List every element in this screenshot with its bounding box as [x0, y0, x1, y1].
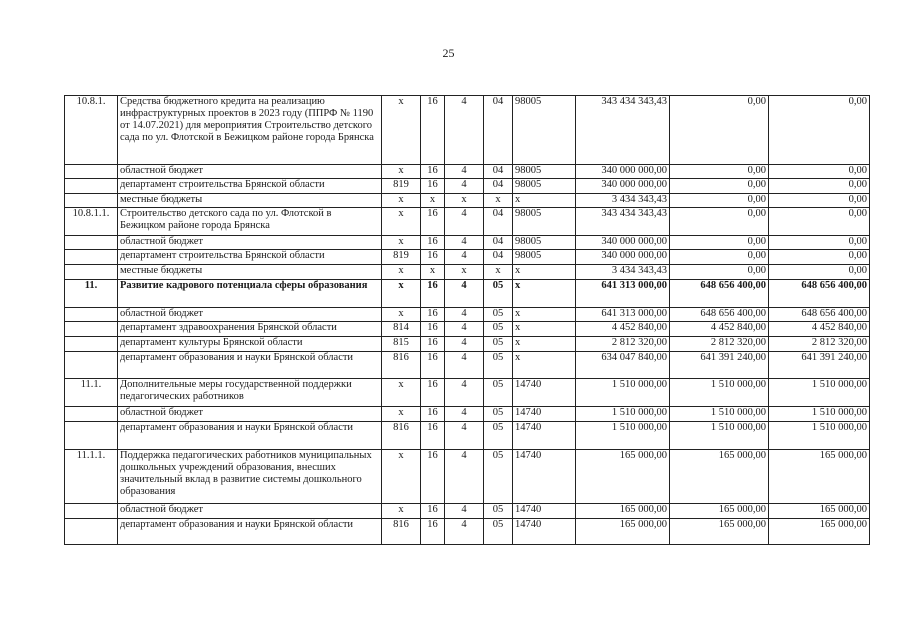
code-direction: 98005 — [513, 96, 576, 165]
amount-year-2: 4 452 840,00 — [670, 322, 769, 337]
code-program: 16 — [421, 322, 445, 337]
row-number — [65, 337, 118, 352]
table-row — [65, 322, 870, 337]
code-type: 4 — [445, 179, 484, 194]
code-admin: 816 — [382, 422, 421, 450]
code-program: 16 — [421, 450, 445, 504]
amount-year-1: 165 000,00 — [576, 519, 670, 545]
amount-year-2: 165 000,00 — [670, 504, 769, 519]
code-program: 16 — [421, 179, 445, 194]
table-row — [65, 194, 870, 208]
row-number: 11.1.1. — [65, 450, 118, 504]
code-type: 4 — [445, 96, 484, 165]
row-name: Дополнительные меры государственной поддержки педагогических работников — [118, 379, 382, 407]
row-name: областной бюджет — [118, 407, 382, 422]
amount-year-2: 648 656 400,00 — [670, 280, 769, 308]
code-direction: x — [513, 194, 576, 208]
code-direction: x — [513, 308, 576, 322]
amount-year-2: 648 656 400,00 — [670, 308, 769, 322]
code-direction: 14740 — [513, 450, 576, 504]
row-name: Поддержка педагогических работников муниципальных дошкольных учреждений образования, внесших значительный вклад в развитие системы дошкольного образования — [118, 450, 382, 504]
amount-year-3: 0,00 — [769, 96, 870, 165]
code-type: x — [445, 194, 484, 208]
code-direction: x — [513, 352, 576, 379]
row-name: департамент образования и науки Брянской области — [118, 352, 382, 379]
code-admin: 814 — [382, 322, 421, 337]
amount-year-2: 0,00 — [670, 236, 769, 250]
code-admin: x — [382, 265, 421, 280]
code-program: x — [421, 194, 445, 208]
table-row — [65, 450, 870, 504]
row-number — [65, 352, 118, 379]
row-number — [65, 322, 118, 337]
row-number: 10.8.1.1. — [65, 208, 118, 236]
code-type: 4 — [445, 422, 484, 450]
table-row — [65, 407, 870, 422]
page-number: 25 — [442, 46, 455, 60]
code-admin: 819 — [382, 179, 421, 194]
code-direction: x — [513, 322, 576, 337]
code-type: 4 — [445, 504, 484, 519]
row-number — [65, 422, 118, 450]
code-subprogram: 04 — [484, 250, 513, 265]
row-name: Средства бюджетного кредита на реализацию инфраструктурных проектов в 2023 году (ППРФ № 1190 от 14.07.2021) для мероприятия Строительство детского сада по ул. Флотской в Бежицком районе города Брянска — [118, 96, 382, 165]
code-subprogram: 05 — [484, 504, 513, 519]
amount-year-1: 340 000 000,00 — [576, 165, 670, 179]
code-direction: x — [513, 280, 576, 308]
amount-year-3: 648 656 400,00 — [769, 280, 870, 308]
code-direction: 98005 — [513, 179, 576, 194]
code-program: 16 — [421, 379, 445, 407]
table-row — [65, 96, 870, 165]
row-name: областной бюджет — [118, 165, 382, 179]
code-admin: 819 — [382, 250, 421, 265]
code-subprogram: 05 — [484, 519, 513, 545]
code-subprogram: x — [484, 194, 513, 208]
amount-year-1: 3 434 343,43 — [576, 194, 670, 208]
code-admin: 815 — [382, 337, 421, 352]
amount-year-3: 4 452 840,00 — [769, 322, 870, 337]
row-name: областной бюджет — [118, 504, 382, 519]
row-name: департамент образования и науки Брянской области — [118, 519, 382, 545]
amount-year-2: 1 510 000,00 — [670, 379, 769, 407]
code-admin: x — [382, 236, 421, 250]
code-direction: 98005 — [513, 250, 576, 265]
table-row — [65, 265, 870, 280]
amount-year-1: 641 313 000,00 — [576, 280, 670, 308]
amount-year-2: 0,00 — [670, 250, 769, 265]
amount-year-1: 2 812 320,00 — [576, 337, 670, 352]
code-admin: x — [382, 280, 421, 308]
table-row — [65, 337, 870, 352]
amount-year-1: 165 000,00 — [576, 504, 670, 519]
amount-year-1: 340 000 000,00 — [576, 250, 670, 265]
row-name: местные бюджеты — [118, 265, 382, 280]
table-row — [65, 165, 870, 179]
row-number — [65, 519, 118, 545]
amount-year-3: 1 510 000,00 — [769, 379, 870, 407]
code-program: 16 — [421, 165, 445, 179]
code-direction: x — [513, 265, 576, 280]
row-number — [65, 265, 118, 280]
amount-year-1: 1 510 000,00 — [576, 379, 670, 407]
code-program: 16 — [421, 280, 445, 308]
code-program: 16 — [421, 308, 445, 322]
row-number — [65, 179, 118, 194]
code-direction: 14740 — [513, 504, 576, 519]
amount-year-1: 340 000 000,00 — [576, 179, 670, 194]
row-name: областной бюджет — [118, 308, 382, 322]
code-program: 16 — [421, 96, 445, 165]
row-name: местные бюджеты — [118, 194, 382, 208]
code-program: 16 — [421, 337, 445, 352]
amount-year-3: 0,00 — [769, 165, 870, 179]
amount-year-1: 641 313 000,00 — [576, 308, 670, 322]
row-name: департамент строительства Брянской области — [118, 250, 382, 265]
amount-year-1: 340 000 000,00 — [576, 236, 670, 250]
code-admin: x — [382, 379, 421, 407]
amount-year-3: 0,00 — [769, 179, 870, 194]
code-type: 4 — [445, 379, 484, 407]
amount-year-3: 0,00 — [769, 265, 870, 280]
code-subprogram: 05 — [484, 407, 513, 422]
code-direction: 98005 — [513, 165, 576, 179]
code-admin: x — [382, 504, 421, 519]
amount-year-1: 1 510 000,00 — [576, 407, 670, 422]
row-name: департамент строительства Брянской области — [118, 179, 382, 194]
row-number — [65, 504, 118, 519]
code-subprogram: 04 — [484, 165, 513, 179]
budget-table — [64, 95, 870, 545]
row-number — [65, 308, 118, 322]
table-row — [65, 179, 870, 194]
amount-year-3: 1 510 000,00 — [769, 422, 870, 450]
row-name: областной бюджет — [118, 236, 382, 250]
amount-year-1: 165 000,00 — [576, 450, 670, 504]
row-name: Строительство детского сада по ул. Флотской в Бежицком районе города Брянска — [118, 208, 382, 236]
code-direction: 14740 — [513, 407, 576, 422]
amount-year-1: 1 510 000,00 — [576, 422, 670, 450]
code-type: 4 — [445, 407, 484, 422]
code-admin: x — [382, 194, 421, 208]
amount-year-2: 2 812 320,00 — [670, 337, 769, 352]
amount-year-3: 1 510 000,00 — [769, 407, 870, 422]
code-subprogram: 05 — [484, 280, 513, 308]
code-subprogram: 04 — [484, 208, 513, 236]
table-row — [65, 379, 870, 407]
code-direction: 98005 — [513, 208, 576, 236]
row-number: 10.8.1. — [65, 96, 118, 165]
amount-year-3: 165 000,00 — [769, 504, 870, 519]
amount-year-2: 0,00 — [670, 208, 769, 236]
amount-year-2: 165 000,00 — [670, 450, 769, 504]
code-admin: 816 — [382, 519, 421, 545]
table-row — [65, 208, 870, 236]
code-direction: 14740 — [513, 519, 576, 545]
code-program: 16 — [421, 504, 445, 519]
code-type: 4 — [445, 337, 484, 352]
code-type: 4 — [445, 250, 484, 265]
code-admin: x — [382, 208, 421, 236]
row-name: Развитие кадрового потенциала сферы образования — [118, 280, 382, 308]
row-name: департамент культуры Брянской области — [118, 337, 382, 352]
code-program: 16 — [421, 407, 445, 422]
amount-year-3: 0,00 — [769, 236, 870, 250]
table-row — [65, 236, 870, 250]
amount-year-2: 0,00 — [670, 265, 769, 280]
code-admin: x — [382, 450, 421, 504]
code-type: 4 — [445, 352, 484, 379]
code-type: 4 — [445, 322, 484, 337]
code-direction: 98005 — [513, 236, 576, 250]
code-type: 4 — [445, 236, 484, 250]
code-subprogram: 05 — [484, 352, 513, 379]
code-program: 16 — [421, 519, 445, 545]
code-type: 4 — [445, 308, 484, 322]
code-direction: 14740 — [513, 422, 576, 450]
code-type: 4 — [445, 519, 484, 545]
code-subprogram: 05 — [484, 422, 513, 450]
amount-year-3: 165 000,00 — [769, 519, 870, 545]
code-type: 4 — [445, 208, 484, 236]
code-direction: 14740 — [513, 379, 576, 407]
code-program: 16 — [421, 250, 445, 265]
code-program: x — [421, 265, 445, 280]
row-number — [65, 194, 118, 208]
code-subprogram: 05 — [484, 450, 513, 504]
amount-year-2: 1 510 000,00 — [670, 407, 769, 422]
code-program: 16 — [421, 352, 445, 379]
table-row — [65, 250, 870, 265]
amount-year-2: 0,00 — [670, 179, 769, 194]
code-subprogram: 05 — [484, 308, 513, 322]
amount-year-3: 648 656 400,00 — [769, 308, 870, 322]
table-row — [65, 352, 870, 379]
amount-year-3: 165 000,00 — [769, 450, 870, 504]
code-subprogram: 05 — [484, 337, 513, 352]
code-subprogram: x — [484, 265, 513, 280]
code-type: 4 — [445, 450, 484, 504]
code-admin: x — [382, 407, 421, 422]
code-type: 4 — [445, 280, 484, 308]
row-number: 11.1. — [65, 379, 118, 407]
code-type: x — [445, 265, 484, 280]
code-subprogram: 05 — [484, 322, 513, 337]
amount-year-1: 343 434 343,43 — [576, 208, 670, 236]
amount-year-2: 1 510 000,00 — [670, 422, 769, 450]
amount-year-2: 165 000,00 — [670, 519, 769, 545]
amount-year-3: 0,00 — [769, 250, 870, 265]
code-subprogram: 04 — [484, 179, 513, 194]
amount-year-1: 343 434 343,43 — [576, 96, 670, 165]
code-program: 16 — [421, 208, 445, 236]
amount-year-3: 641 391 240,00 — [769, 352, 870, 379]
row-number — [65, 236, 118, 250]
code-type: 4 — [445, 165, 484, 179]
code-admin: x — [382, 165, 421, 179]
table-row — [65, 504, 870, 519]
amount-year-2: 0,00 — [670, 165, 769, 179]
amount-year-1: 634 047 840,00 — [576, 352, 670, 379]
amount-year-1: 3 434 343,43 — [576, 265, 670, 280]
table-row — [65, 280, 870, 308]
amount-year-3: 0,00 — [769, 208, 870, 236]
row-name: департамент здравоохранения Брянской области — [118, 322, 382, 337]
code-direction: x — [513, 337, 576, 352]
code-program: 16 — [421, 422, 445, 450]
amount-year-2: 641 391 240,00 — [670, 352, 769, 379]
code-admin: 816 — [382, 352, 421, 379]
code-subprogram: 04 — [484, 96, 513, 165]
row-number — [65, 165, 118, 179]
amount-year-2: 0,00 — [670, 96, 769, 165]
row-name: департамент образования и науки Брянской области — [118, 422, 382, 450]
code-program: 16 — [421, 236, 445, 250]
row-number: 11. — [65, 280, 118, 308]
code-subprogram: 04 — [484, 236, 513, 250]
amount-year-3: 2 812 320,00 — [769, 337, 870, 352]
code-subprogram: 05 — [484, 379, 513, 407]
code-admin: x — [382, 308, 421, 322]
amount-year-1: 4 452 840,00 — [576, 322, 670, 337]
row-number — [65, 250, 118, 265]
table-row — [65, 422, 870, 450]
code-admin: x — [382, 96, 421, 165]
amount-year-3: 0,00 — [769, 194, 870, 208]
table-row — [65, 308, 870, 322]
amount-year-2: 0,00 — [670, 194, 769, 208]
row-number — [65, 407, 118, 422]
table-row — [65, 519, 870, 545]
